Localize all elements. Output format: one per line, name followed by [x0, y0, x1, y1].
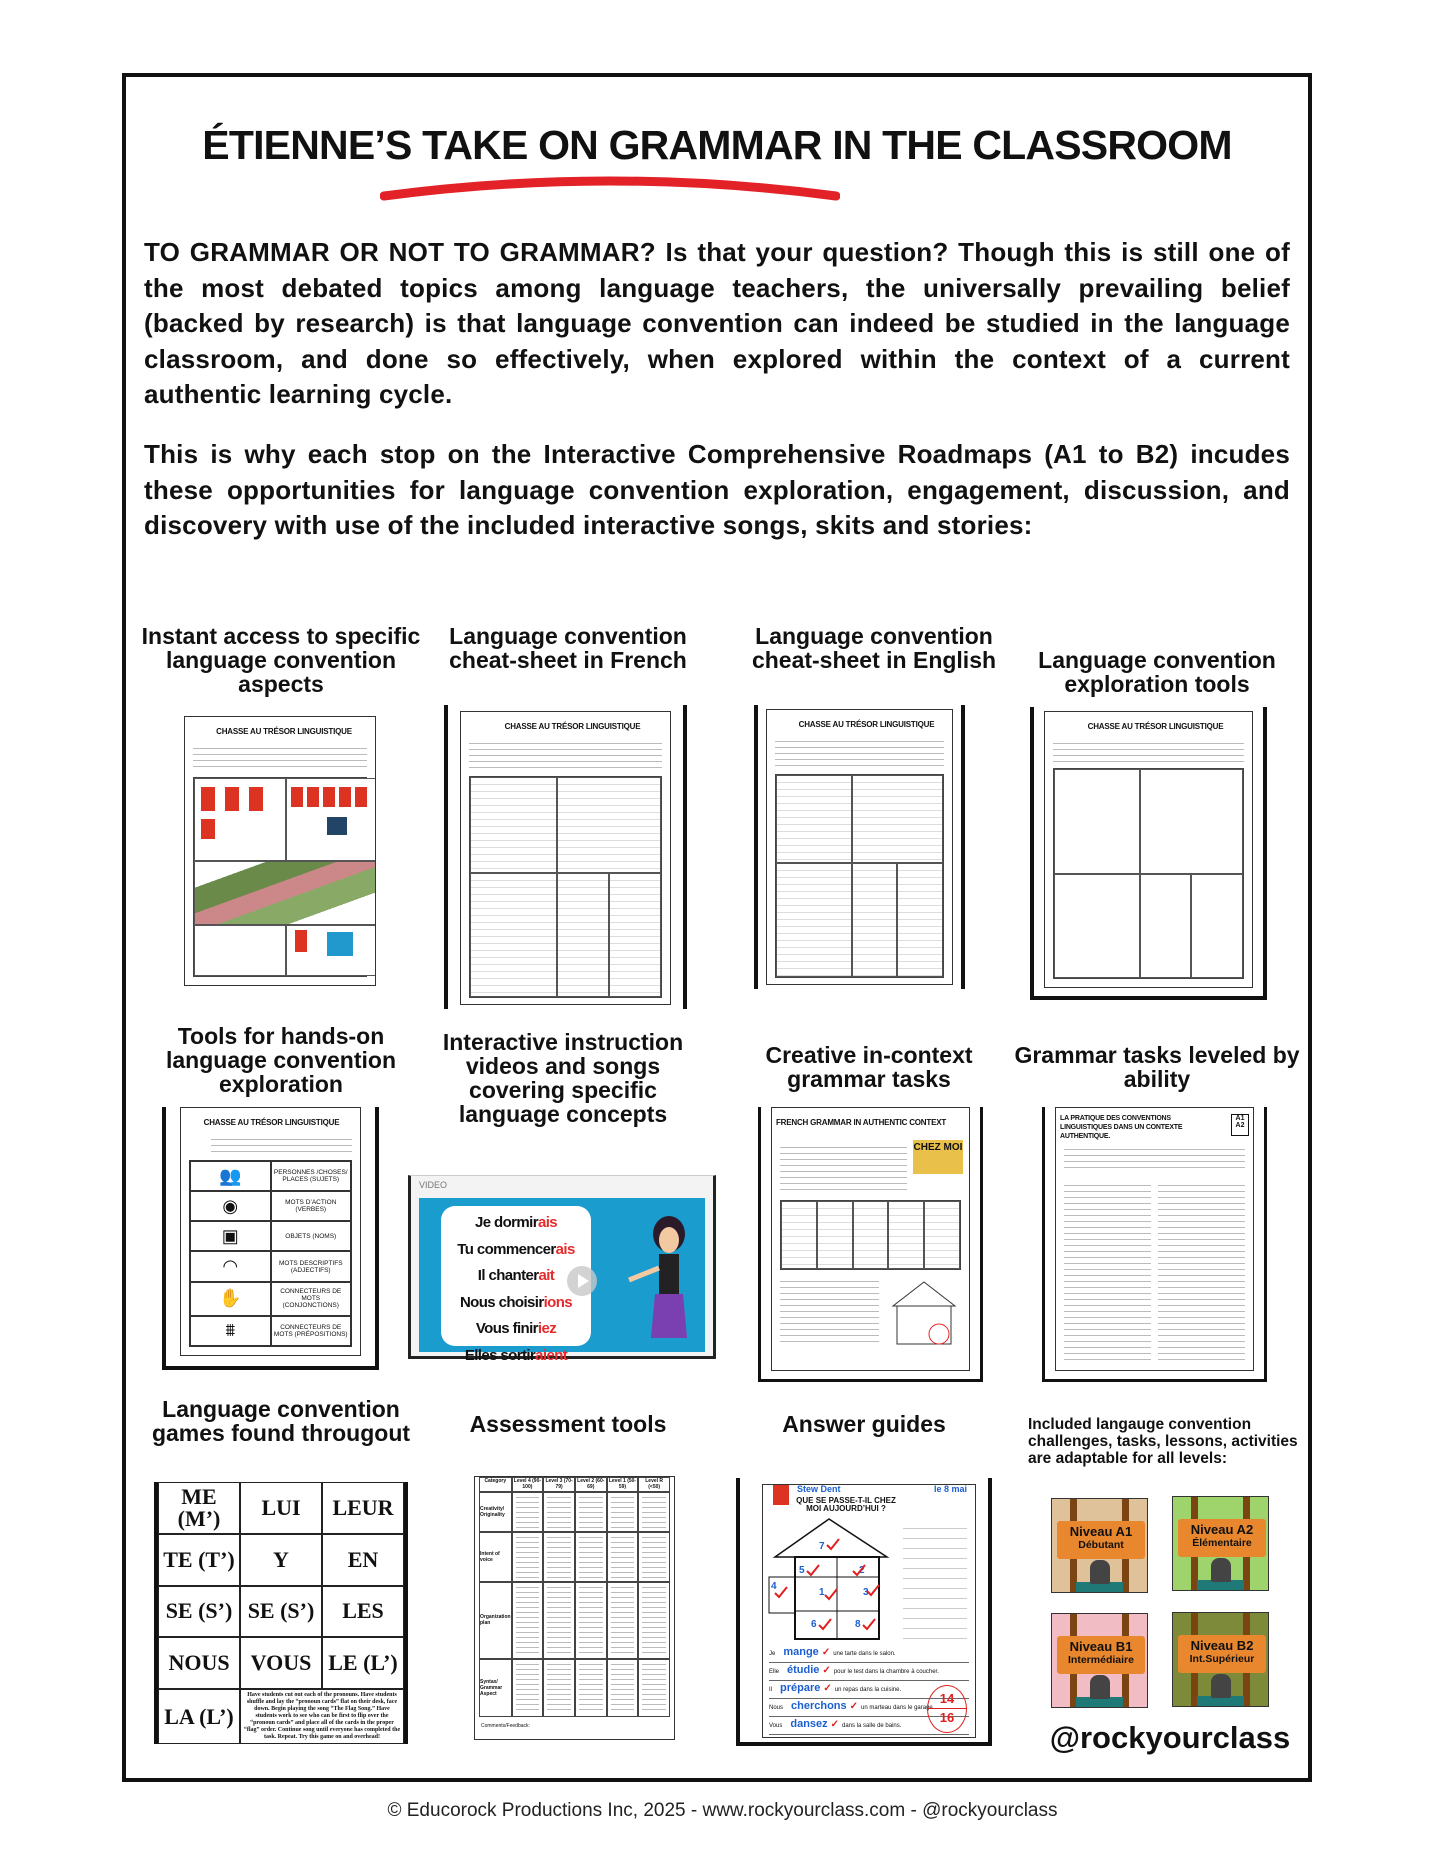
- dj-character-illustration: [1211, 1558, 1231, 1582]
- rubric-cell: [575, 1659, 607, 1717]
- feature-label: Language convention games found througout: [151, 1396, 411, 1446]
- rubric-cell: [607, 1532, 639, 1581]
- page-title: ÉTIENNE’S TAKE ON GRAMMAR IN THE CLASSROOM: [202, 122, 1232, 168]
- pronoun-card: LUI: [240, 1482, 322, 1534]
- play-button[interactable]: [567, 1266, 597, 1296]
- verb-stem: Je dormir: [474, 1214, 538, 1231]
- pronoun-card: ME (M’): [158, 1482, 240, 1534]
- worksheet-thumbnail: [754, 705, 965, 989]
- checkmark-icon: ✓: [821, 1647, 831, 1658]
- conjugation-line: [441, 1237, 591, 1264]
- pronoun-game-cards: [154, 1482, 408, 1744]
- row-label: OBJETS (NOMS): [271, 1221, 352, 1251]
- intro-paragraph: TO GRAMMAR OR NOT TO GRAMMAR? Is that your question? Though this is still one of the most debated topics among language teachers, the universally prevailing belief (backed by research) is that language convention can indeed be studied in the language classroom, and done so effectively, when explored within the context of a current authentic learning cycle.: [144, 237, 1290, 409]
- people-icon: 👥: [190, 1161, 271, 1191]
- box-icon: ▣: [190, 1221, 271, 1251]
- pronoun-card: EN: [322, 1534, 404, 1586]
- score-total: 16: [928, 1708, 966, 1727]
- subject: Nous: [769, 1705, 784, 1711]
- row-label: CONNECTEURS DE MOTS (PRÉPOSITIONS): [271, 1316, 352, 1346]
- answer-line: [769, 1663, 969, 1681]
- dj-character-illustration: [1090, 1675, 1110, 1699]
- date-value: le 8 mai: [933, 1484, 967, 1494]
- pronoun-card: SE (S’): [240, 1586, 322, 1638]
- level-name: Niveau B2: [1190, 1638, 1254, 1653]
- rubric-category: Creativity/ Originality: [479, 1492, 512, 1532]
- pronoun-card: Y: [240, 1534, 322, 1586]
- gas-pump-icon: [195, 779, 285, 839]
- level-name: Niveau B1: [1069, 1639, 1133, 1654]
- level-subtitle: Débutant: [1078, 1539, 1124, 1551]
- pronoun-card: LA (L’): [158, 1689, 240, 1744]
- rubric-header: Level R (<50): [638, 1477, 670, 1492]
- rubric-header: Level 3 (70-79): [543, 1477, 575, 1492]
- vinyl-record-icon: ◉: [190, 1191, 271, 1221]
- house-diagram-icon: [889, 1278, 959, 1348]
- level-subtitle: Élémentaire: [1192, 1537, 1252, 1549]
- rubric-cell: [543, 1492, 575, 1532]
- feature-label: Assessment tools: [469, 1411, 667, 1437]
- svg-text:6: 6: [811, 1619, 817, 1630]
- answer-verb: mange: [783, 1646, 819, 1658]
- checkmark-icon: ✓: [823, 1683, 832, 1694]
- feature-label: Interactive instruction videos and songs covering specific language concepts: [442, 1029, 684, 1127]
- worksheet-title: CHASSE AU TRÉSOR LINGUISTIQUE: [216, 727, 352, 736]
- worksheet-thumbnail: [1042, 1107, 1267, 1382]
- rubric-cell: [512, 1492, 544, 1532]
- sentence-rest: pour le test dans la chambre à coucher.: [833, 1669, 939, 1675]
- answer-guide-thumbnail: [736, 1478, 992, 1746]
- gas-pump-icon: [773, 1485, 789, 1505]
- verb-ending: ait: [538, 1267, 555, 1284]
- play-icon: [578, 1274, 589, 1288]
- sentence-rest: un repas dans la cuisine.: [834, 1687, 902, 1693]
- checkmark-icon: ✓: [822, 1665, 831, 1676]
- rubric-header: Level 2 (60-69): [575, 1477, 607, 1492]
- level-badge: A1 A2: [1231, 1114, 1249, 1136]
- rubric-cell: [512, 1532, 544, 1581]
- worksheet-title: FRENCH GRAMMAR IN AUTHENTIC CONTEXT: [776, 1118, 947, 1127]
- conjugation-line: [441, 1316, 591, 1343]
- rubric-header: Category: [479, 1477, 512, 1492]
- worksheet-thumbnail: [444, 705, 687, 1009]
- verb-stem: Tu commencer: [457, 1240, 556, 1258]
- rubric-cell: [638, 1659, 670, 1717]
- pronoun-card: LEUR: [322, 1482, 404, 1534]
- score-value: 14: [939, 1691, 955, 1706]
- checkmark-icon: ✓: [830, 1719, 840, 1730]
- rubric-cell: [607, 1582, 639, 1659]
- assessment-rubric-thumbnail: [474, 1476, 675, 1740]
- feature-label: Language convention cheat-sheet in French: [449, 623, 687, 673]
- levels-label: Included langauge convention challenges, tasks, lessons, activities are adaptable for all levels:: [1028, 1416, 1298, 1467]
- worksheet-thumbnail: [184, 716, 376, 986]
- verb-stem: Nous choisir: [459, 1293, 544, 1311]
- feature-label: Language convention cheat-sheet in English: [751, 623, 997, 673]
- video-player[interactable]: [408, 1175, 716, 1364]
- level-tile: [1051, 1613, 1148, 1708]
- video-tag: VIDEO: [419, 1180, 448, 1190]
- answer-line: [769, 1645, 969, 1663]
- worksheet-thumbnail: [1030, 707, 1267, 1000]
- feature-label: Instant access to specific language convention aspects: [141, 623, 421, 697]
- rubric-cell: [575, 1532, 607, 1581]
- answer-verb: cherchons: [791, 1700, 847, 1712]
- teacher-character-illustration: [625, 1208, 705, 1348]
- level-sign: [1057, 1636, 1145, 1674]
- footer-copyright: © Educorock Productions Inc, 2025 - www.rockyourclass.com - @rockyourclass: [387, 1800, 1058, 1821]
- rainbow-icon: ◠: [190, 1251, 271, 1281]
- level-subtitle: Intermédiaire: [1068, 1654, 1134, 1666]
- rubric-category: Syntax/ Grammar Aspect: [479, 1659, 512, 1717]
- comments-feedback-label: Comments/Feedback:: [481, 1723, 530, 1729]
- rubric-cell: [638, 1492, 670, 1532]
- sentence-rest: dans la salle de bains.: [842, 1723, 902, 1729]
- pronoun-card: NOUS: [158, 1637, 240, 1689]
- sentence-rest: un marteau dans le garage.: [861, 1705, 935, 1711]
- feature-label: Answer guides: [782, 1411, 946, 1437]
- level-name: Niveau A1: [1069, 1524, 1133, 1539]
- subject: Il: [769, 1687, 772, 1693]
- verb-stem: Elles sortir: [464, 1346, 536, 1364]
- worksheet-thumbnail: [758, 1107, 983, 1382]
- row-label: CONNECTEURS DE MOTS (CONJONCTIONS): [271, 1282, 352, 1316]
- pronoun-card: TE (T’): [158, 1534, 240, 1586]
- game-instructions: Have students cut out each of the pronouns. Have students shuffle and lay the “pronoun cards” flat on their desk, face down. Begin playing the song “The Flag Song.” Have students work to see who can be first to flip over the “pronoun cards” and place all of the cards in the proper “flag” order. Continue song until everyone has completed the task. Repeat. Try this game on and overhead!: [240, 1689, 404, 1744]
- dj-character-illustration: [1211, 1674, 1231, 1698]
- worksheet-title: CHASSE AU TRÉSOR LINGUISTIQUE: [798, 720, 935, 729]
- gas-pump-icon: [287, 926, 367, 966]
- score-circle: [927, 1685, 967, 1733]
- pronoun-card: LE (L’): [322, 1637, 404, 1689]
- house-diagram-illustration: [767, 1515, 897, 1643]
- worksheet-title: CHASSE AU TRÉSOR LINGUISTIQUE: [203, 1118, 340, 1127]
- subject: Vous: [769, 1723, 783, 1729]
- level-name: Niveau A2: [1190, 1522, 1254, 1537]
- svg-text:5: 5: [799, 1565, 805, 1576]
- level-sign: [1178, 1519, 1266, 1557]
- rubric-cell: [607, 1659, 639, 1717]
- row-label: MOTS DESCRIPTIFS (ADJECTIFS): [271, 1251, 352, 1281]
- verb-ending: iez: [537, 1320, 557, 1337]
- verb-stem: Vous finir: [475, 1320, 538, 1337]
- conjugation-line: [441, 1210, 591, 1237]
- rubric-header: Level 4 (90-100): [512, 1477, 544, 1492]
- row-label: MOTS D’ACTION (VERBES): [271, 1191, 352, 1221]
- checkmark-icon: ✓: [849, 1701, 859, 1712]
- chez-moi-badge: CHEZ MOI: [913, 1140, 963, 1174]
- level-sign: [1057, 1521, 1145, 1559]
- verb-ending: ais: [555, 1240, 575, 1258]
- level-tile: [1172, 1496, 1269, 1591]
- gas-pump-icon: [287, 779, 376, 839]
- worksheet-title: CHASSE AU TRÉSOR LINGUISTIQUE: [504, 722, 641, 731]
- svg-text:8: 8: [855, 1619, 861, 1630]
- pronoun-card: VOUS: [240, 1637, 322, 1689]
- svg-text:4: 4: [771, 1581, 777, 1592]
- answer-verb: prépare: [780, 1682, 821, 1694]
- rubric-cell: [543, 1659, 575, 1717]
- level-tile: [1172, 1612, 1269, 1707]
- verb-ending: ais: [537, 1214, 558, 1231]
- level-subtitle: Int.Supérieur: [1189, 1653, 1255, 1665]
- rubric-cell: [575, 1492, 607, 1532]
- svg-text:7: 7: [819, 1541, 825, 1552]
- worksheet-title: CHASSE AU TRÉSOR LINGUISTIQUE: [1087, 722, 1224, 731]
- verb-stem: Il chanter: [477, 1267, 539, 1284]
- svg-text:3: 3: [863, 1587, 869, 1598]
- rubric-cell: [512, 1659, 544, 1717]
- verb-ending: ions: [543, 1293, 573, 1311]
- answer-verb: dansez: [790, 1718, 828, 1730]
- svg-text:1: 1: [819, 1587, 825, 1598]
- worksheet-thumbnail: [162, 1107, 379, 1370]
- subject: Je: [769, 1651, 776, 1657]
- level-sign: [1178, 1635, 1266, 1673]
- worksheet-title: QUE SE PASSE-T-IL CHEZ MOI AUJOURD’HUI ?: [796, 1496, 896, 1513]
- rubric-cell: [607, 1492, 639, 1532]
- bridge-icon: ⩩: [190, 1316, 271, 1346]
- subject: Elle: [769, 1669, 780, 1675]
- worksheet-title: LA PRATIQUE DES CONVENTIONS LINGUISTIQUES DANS UN CONTEXTE AUTHENTIQUE.: [1060, 1115, 1183, 1140]
- rubric-header: Level 1 (50-59): [607, 1477, 639, 1492]
- rubric-cell: [638, 1532, 670, 1581]
- verb-ending: aient: [535, 1346, 568, 1364]
- red-underline-stroke: [380, 172, 840, 202]
- answer-verb: étudie: [787, 1664, 820, 1676]
- student-name: Stew Dent: [797, 1484, 841, 1494]
- feature-label: Language convention exploration tools: [1038, 647, 1276, 697]
- feature-label: Tools for hands-on language convention exploration: [165, 1023, 397, 1097]
- handshake-icon: ✋: [190, 1282, 271, 1316]
- conjugation-line: [441, 1343, 591, 1370]
- feature-label: Grammar tasks leveled by ability: [1014, 1042, 1300, 1092]
- feature-label: Creative in-context grammar tasks: [765, 1042, 973, 1092]
- row-label: PERSONNES /CHOSES/ PLACES (SUJETS): [271, 1161, 352, 1191]
- dj-character-illustration: [1090, 1560, 1110, 1584]
- rubric-cell: [543, 1532, 575, 1581]
- rubric-cell: [543, 1582, 575, 1659]
- rubric-cell: [512, 1582, 544, 1659]
- pronoun-card: LES: [322, 1586, 404, 1638]
- rubric-cell: [638, 1582, 670, 1659]
- social-handle: @rockyourclass: [1049, 1720, 1291, 1755]
- conjugation-line: [441, 1290, 591, 1317]
- level-tile: [1051, 1498, 1148, 1593]
- rubric-category: Organization plan: [479, 1582, 512, 1659]
- rubric-cell: [575, 1582, 607, 1659]
- sentence-rest: une tarte dans le salon.: [833, 1651, 896, 1657]
- rubric-category: Intent of voice: [479, 1532, 512, 1581]
- svg-text:2: 2: [859, 1565, 865, 1576]
- roadmap-paragraph: This is why each stop on the Interactive Comprehensive Roadmaps (A1 to B2) incudes these opportunities for language convention exploration, engagement, discussion, and discovery with use of the included interactive songs, skits and stories:: [144, 439, 1290, 540]
- pronoun-card: SE (S’): [158, 1586, 240, 1638]
